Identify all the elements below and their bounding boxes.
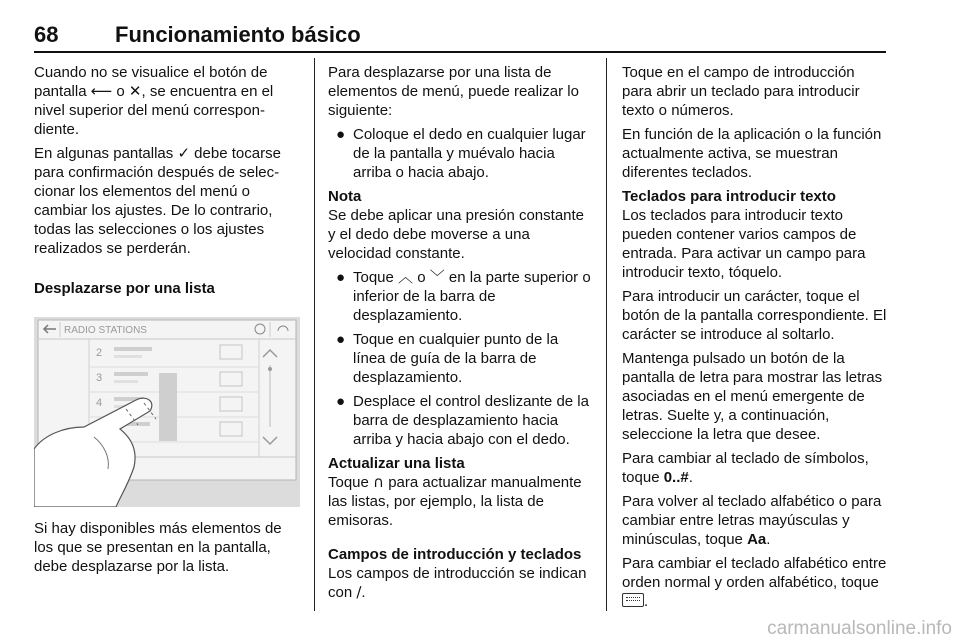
watermark: carmanualsonline.info [767, 618, 952, 639]
page-header [34, 20, 886, 52]
paragraph-scroll-intro: Para desplazarse por una lista de elementos de menú, puede realizar lo siguiente: [328, 64, 579, 119]
paragraph-enter-char: Para introducir un carácter, toque el botón de la pantalla correspondiente. El carácter se introduce al soltarlo. [622, 288, 887, 343]
column-3 [622, 63, 888, 616]
pencil-icon: ∕ [356, 583, 362, 601]
radio-stations-screen-figure [34, 317, 300, 507]
checkmark-icon: ✓ [177, 144, 191, 162]
chevron-up-icon: ︿ [398, 268, 414, 286]
list-item: ● Toque en cualquier punto de la línea de guía de la barra de desplazamiento. [336, 331, 559, 386]
column-divider-1 [314, 58, 315, 611]
paragraph-keyboards: En función de la aplicación o la función actualmente activa, se muestran diferentes teclados. [622, 126, 882, 181]
back-arrow-icon: ⟵ [90, 82, 113, 100]
row-number: 4 [96, 397, 103, 409]
heading-scroll-list: Desplazarse por una lista [34, 280, 215, 297]
column-2 [328, 63, 594, 607]
paragraph-back-button: Cuando no se visualice el botón de pantalla ⟵ o ✕, se encuentra en el nivel superior del menú correspondiente. [34, 64, 274, 138]
paragraph-refresh: Toque ∩ para actualizar manualmente las listas, por ejemplo, la lista de emisoras. [328, 473, 582, 529]
row-number: 3 [96, 372, 103, 384]
refresh-icon: ∩ [373, 473, 385, 491]
paragraph-symbols: Para cambiar al teclado de símbolos, toque 0..#. [622, 450, 869, 486]
paragraph-confirm: En algunas pantallas ✓ debe tocarse para confirmación después de seleccionar los elementos del menú o cambiar los ajustes. De lo contrario, todas las selecciones o los ajustes realizados se perderán. [34, 144, 281, 257]
figure-title: RADIO STATIONS [64, 325, 147, 336]
row-number: 2 [96, 347, 103, 359]
heading-input-fields: Campos de introducción y teclados [328, 546, 582, 563]
column-1-bottom [34, 519, 302, 581]
paragraph-scroll-more: Si hay disponibles más elementos de los que se presentan en la pantalla, debe desplazarse por la lista. [34, 520, 282, 575]
paragraph-alpha-order: Para cambiar el teclado alfabético entre orden normal y orden alfabético, toque . [622, 555, 887, 610]
paragraph-alphabetic: Para volver al teclado alfabético o para cambiar entre letras mayúsculas y minúsculas, toque Aa. [622, 493, 882, 548]
column-1 [34, 63, 302, 298]
list-item: ● Toque ︿ o ﹀ en la parte superior o inferior de la barra de desplazamiento. [336, 268, 591, 324]
bullet-list-1 [328, 125, 594, 182]
paragraph-input-fields: Los campos de introducción se indican con ∕. [328, 565, 587, 601]
column-divider-2 [606, 58, 607, 611]
section-title: Funcionamiento básico [115, 22, 361, 47]
note-label: Nota [328, 188, 362, 205]
bullet-list-2 [328, 268, 594, 449]
note-text: Se debe aplicar una presión constante y el dedo debe moverse a una velocidad constante. [328, 207, 585, 262]
list-item: ● Desplace el control deslizante de la barra de desplazamiento hacia arriba y hacia abajo con el dedo. [336, 393, 589, 448]
heading-refresh-list: Actualizar una lista [328, 455, 465, 472]
page-number: 68 [34, 22, 59, 47]
paragraph-hold-letter: Mantenga pulsado un botón de la pantalla de letra para mostrar las letras asociadas en el menú emergente de letras. Suelte y, a continuación, seleccione la letra que desee. [622, 350, 883, 443]
keyboard-icon [622, 593, 644, 607]
scroll-slider-illustration [159, 373, 177, 441]
paragraph-tap-input: Toque en el campo de introducción para abrir un teclado para introducir texto o números. [622, 64, 860, 119]
header-rule [34, 51, 886, 53]
scroll-list-illustration [34, 317, 300, 507]
chevron-down-icon: ﹀ [429, 268, 445, 286]
list-item: ● Coloque el dedo en cualquier lugar de la pantalla y muévalo hacia arriba o hacia abajo. [336, 126, 586, 181]
close-icon: ✕ [128, 82, 142, 100]
heading-text-keyboards: Teclados para introducir texto [622, 188, 836, 205]
paragraph-text-keyboards: Los teclados para introducir texto pueden contener varios campos de entrada. Para activar un campo para introducir texto, tóquelo. [622, 207, 866, 281]
